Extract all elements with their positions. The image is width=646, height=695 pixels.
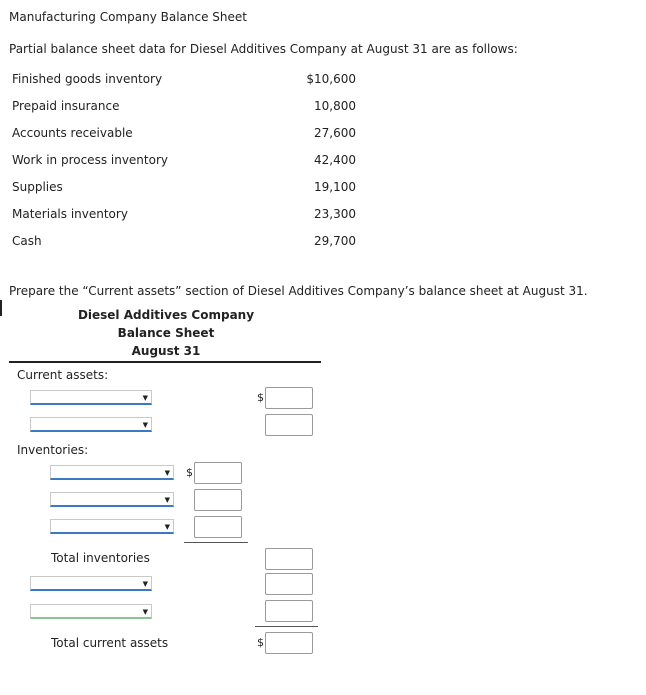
current-asset-dropdown-2[interactable]	[30, 417, 152, 432]
dollar-sign: $	[186, 466, 193, 479]
data-row-value: 23,300	[314, 207, 356, 221]
inventory-amount-3[interactable]	[194, 516, 242, 538]
data-row-label: Finished goods inventory	[12, 72, 163, 86]
current-asset-amount-1[interactable]	[265, 387, 313, 409]
total-current-assets-label: Total current assets	[51, 636, 169, 650]
inventories-label: Inventories:	[17, 443, 89, 457]
data-row-label: Materials inventory	[12, 207, 128, 221]
inventory-dropdown-2[interactable]	[50, 492, 174, 507]
data-row-value: 10,800	[314, 99, 356, 113]
current-asset-amount-3[interactable]	[265, 573, 313, 595]
caret-down-icon: ▼	[142, 394, 148, 402]
inventory-dropdown-3[interactable]	[50, 519, 174, 534]
data-row-label: Prepaid insurance	[12, 99, 120, 113]
subtotal-underline	[184, 542, 248, 543]
current-asset-amount-4[interactable]	[265, 600, 313, 622]
statement-date: August 31	[131, 344, 201, 358]
inventory-dropdown-1[interactable]	[50, 465, 174, 480]
dollar-sign: $	[257, 391, 264, 404]
total-inventories-amount[interactable]	[265, 548, 313, 570]
current-assets-label: Current assets:	[17, 368, 109, 382]
statement-name: Balance Sheet	[117, 326, 215, 340]
caret-down-icon: ▼	[142, 421, 148, 429]
caret-down-icon: ▼	[142, 608, 148, 616]
problem-intro: Partial balance sheet data for Diesel Additives Company at August 31 are as follows:	[9, 42, 518, 56]
dollar-sign: $	[257, 636, 264, 649]
question-marker	[0, 300, 2, 316]
total-inventories-label: Total inventories	[51, 551, 150, 565]
instruction-prompt: Prepare the “Current assets” section of Diesel Additives Company’s balance sheet at August 31.	[9, 284, 588, 298]
data-row-value: $10,600	[306, 72, 356, 86]
caret-down-icon: ▼	[164, 496, 170, 504]
current-asset-dropdown-3[interactable]	[30, 576, 152, 591]
data-row-label: Supplies	[12, 180, 63, 194]
data-row-label: Cash	[12, 234, 42, 248]
data-row-label: Work in process inventory	[12, 153, 168, 167]
current-asset-amount-2[interactable]	[265, 414, 313, 436]
data-row-value: 27,600	[314, 126, 356, 140]
caret-down-icon: ▼	[142, 580, 148, 588]
data-row-value: 29,700	[314, 234, 356, 248]
caret-down-icon: ▼	[164, 523, 170, 531]
total-current-assets-amount[interactable]	[265, 632, 313, 654]
data-row-value: 19,100	[314, 180, 356, 194]
inventory-amount-2[interactable]	[194, 489, 242, 511]
current-asset-dropdown-4[interactable]	[30, 604, 152, 619]
inventory-amount-1[interactable]	[194, 462, 242, 484]
header-rule	[9, 361, 321, 363]
current-asset-dropdown-1[interactable]	[30, 390, 152, 405]
data-row-value: 42,400	[314, 153, 356, 167]
page-title: Manufacturing Company Balance Sheet	[9, 10, 247, 24]
company-name: Diesel Additives Company	[77, 308, 255, 322]
total-underline	[255, 626, 318, 627]
data-row-label: Accounts receivable	[12, 126, 133, 140]
caret-down-icon: ▼	[164, 469, 170, 477]
